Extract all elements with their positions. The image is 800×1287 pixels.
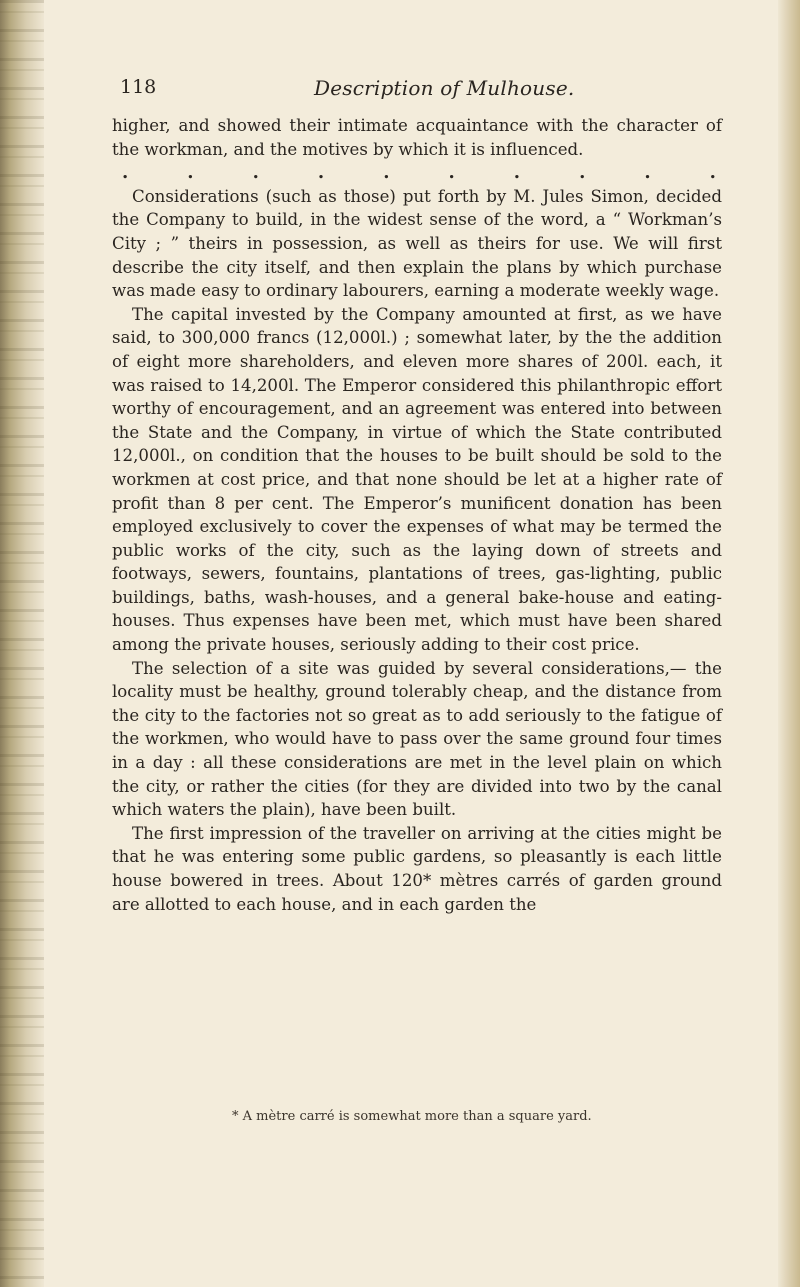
paragraph-continuation: higher, and showed their intimate acquaintance with the character of the workman, and the motives by which it is influenced.	[112, 116, 722, 159]
page-number: 118	[120, 76, 157, 98]
footnote: * A mètre carré is somewhat more than a square yard.	[232, 1109, 592, 1124]
ellipsis-dot: .	[709, 162, 716, 184]
ellipsis-dot: .	[513, 162, 521, 184]
ellipsis-dot: .	[122, 162, 129, 184]
page-binding-shadow	[0, 0, 44, 1287]
ellipsis-dot: .	[448, 162, 455, 184]
paragraph-capital: The capital invested by the Company amounted at first, as we have said, to 300,000 francs (12,000l.) ; somewhat later, by the the addition of eight more shareholders, and eleven more shares of 200l. each, it was raised to 14,200l. The Emperor considered this philanthropic effort worthy of encouragement, and an agreement was entered into between the State and the Company, in virtue of which the State contributed 12,000l., on condition that the houses to be built should be sold to the workmen at cost price, and that none should be let at a higher rate of profit than 8 per cent. The Emperor’s munificent donation has been employed exclusively to cover the expenses of what may be termed the public works of the city, such as the laying down of streets and footways, sewers, fountains, plantations of trees, gas-lighting, public buildings, baths, wash-houses, and a general bake-house and eating-houses. Thus expenses have been met, which must have been shared among the private houses, seriously adding to their cost price.	[112, 304, 722, 655]
paragraph-site: The selection of a site was guided by several considerations,— the locality must be healthy, ground tolerably cheap, and the distance from the city to the factories not so great as to add seriously to the fatigue of the workmen, who would have to pass over the same ground four times in a day : all these considerations are met in the level plain on which the city, or rather the cities (for they are divided into two by the canal which waters the plain), have been built.	[112, 658, 722, 820]
ellipsis-dot: .	[252, 162, 259, 184]
page-edge	[778, 0, 800, 1287]
ellipsis-dot: .	[187, 162, 194, 184]
ellipsis-dot: .	[644, 162, 651, 184]
running-title: Description of Mulhouse.	[314, 76, 575, 100]
paragraph-first-impression: The first impression of the traveller on arriving at the cities might be that he was entering some public gardens, so pleasantly is each little house bowered in trees. About 120* mètres carrés of garden ground are allotted to each house, and in each garden the	[112, 823, 722, 914]
ellipsis-dot: .	[383, 162, 390, 184]
ellipsis-row	[112, 161, 722, 185]
ellipsis-dot: .	[579, 162, 586, 184]
paragraph-considerations: Considerations (such as those) put forth by M. Jules Simon, decided the Company to build, in the widest sense of the word, a “ Workman’s City ; ” theirs in possession, as well as theirs for use. We will first describe the city itself, and then explain the plans by which purchase was made easy to ordinary labourers, earning a moderate weekly wage.	[112, 186, 722, 301]
ellipsis-dot: .	[317, 162, 325, 184]
page-header	[100, 76, 660, 106]
body-text	[112, 114, 722, 916]
